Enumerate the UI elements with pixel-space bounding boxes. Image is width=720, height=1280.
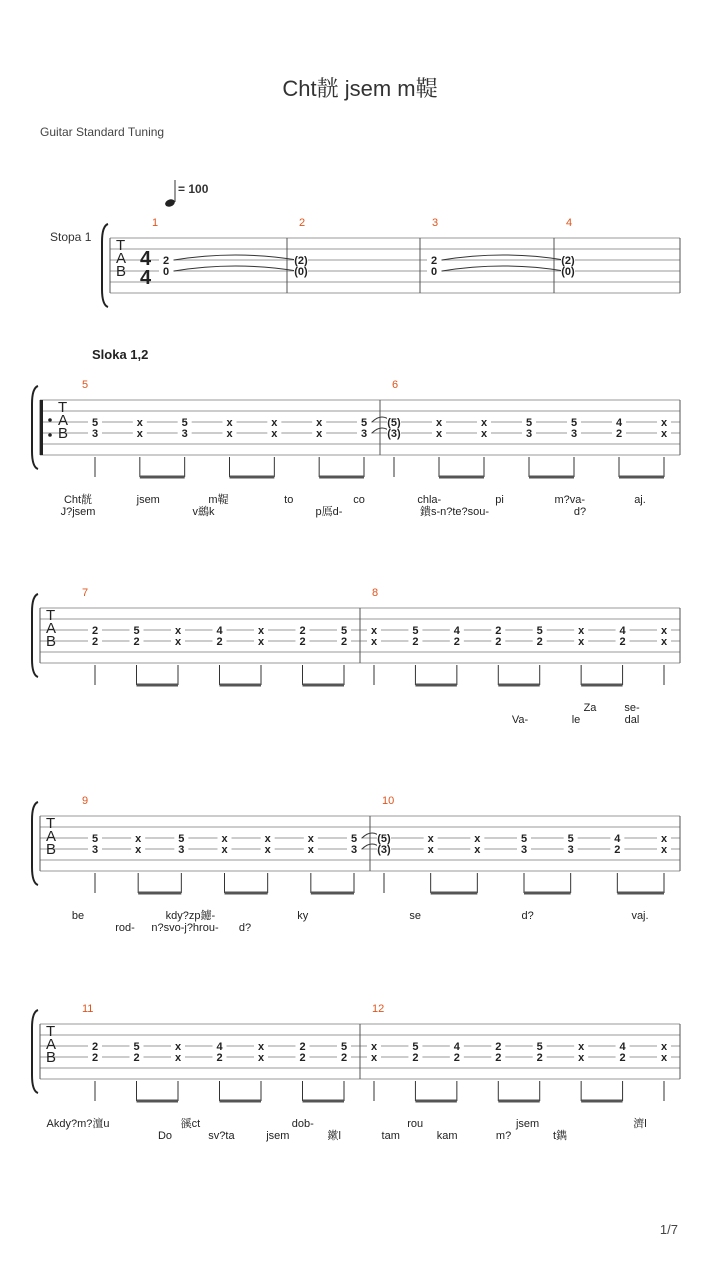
fret-number-top: 5 — [536, 625, 543, 637]
lyric-line-1: pi — [495, 494, 504, 506]
fret-number-bottom: 2 — [412, 1052, 419, 1064]
fret-number-top: 5 — [340, 625, 348, 637]
lyric-line-2: J?jsem — [60, 506, 96, 518]
measure-number: 5 — [82, 379, 89, 391]
fret-number-top: 2 — [495, 625, 502, 637]
measure-number: 10 — [382, 795, 395, 807]
lyric-line-2: 鏉l — [327, 1130, 342, 1142]
tuning-label: Guitar Standard Tuning — [40, 125, 165, 139]
score-title: Cht靗 jsem m鞮 — [282, 76, 438, 101]
lyric-line-2: v鷀k — [192, 506, 215, 518]
tab-letter: B — [46, 633, 57, 650]
lyric-line-2: Do — [157, 1130, 173, 1142]
fret-number-bottom: 3 — [178, 844, 185, 856]
fret-number-top: (2) — [561, 255, 575, 267]
lyric-line-2: rod- — [115, 922, 135, 934]
fret-number-bottom: 0 — [430, 266, 438, 278]
measure-number: 2 — [299, 217, 306, 229]
tie-arc — [174, 255, 297, 260]
fret-number-top: x — [435, 417, 443, 429]
fret-number-top: 5 — [91, 833, 99, 845]
fret-number-bottom: 2 — [340, 1052, 348, 1064]
fret-number-bottom: (0) — [561, 266, 575, 278]
system-brace — [32, 802, 38, 885]
lyric-line-1: 豀ct — [180, 1118, 201, 1130]
section-label: Sloka 1,2 — [92, 347, 149, 362]
fret-number-top: x — [226, 417, 233, 429]
system-brace — [32, 594, 38, 677]
lyric-line-1: jsem — [136, 494, 160, 506]
fret-number-bottom: 2 — [412, 636, 419, 648]
fret-number-top: (2) — [294, 255, 308, 267]
lyric-line-2: Va- — [511, 714, 529, 726]
page-number: 1/7 — [659, 1222, 678, 1237]
repeat-dot — [48, 418, 52, 422]
fret-number-bottom: 3 — [520, 844, 528, 856]
fret-number-top: x — [578, 625, 585, 637]
tab-letter: A — [116, 250, 127, 267]
fret-number-bottom: x — [264, 844, 271, 856]
lyric-line-2: tam — [381, 1130, 400, 1142]
lyric-line-2: jsem — [266, 1130, 290, 1142]
fret-number-top: x — [221, 833, 228, 845]
fret-number-top: 4 — [619, 1041, 626, 1053]
fret-number-bottom: 3 — [570, 428, 578, 440]
tab-letter: B — [116, 263, 127, 280]
fret-number-bottom: x — [316, 428, 323, 440]
fret-number-top: x — [307, 833, 314, 845]
lyric-line-1: aj. — [634, 494, 646, 506]
lyric-line-2: d? — [573, 506, 587, 518]
fret-number-bottom: 2 — [216, 636, 223, 648]
fret-number-top: 4 — [619, 625, 626, 637]
lyric-line-2: m? — [495, 1130, 512, 1142]
tab-letter: T — [46, 1023, 56, 1040]
fret-number-bottom: (3) — [387, 428, 401, 440]
tab-letter: A — [46, 1036, 57, 1053]
measure-number: 4 — [566, 217, 573, 229]
fret-number-bottom: 3 — [360, 428, 368, 440]
tab-letter: B — [58, 425, 69, 442]
fret-number-bottom: 3 — [567, 844, 574, 856]
fret-number-top: 4 — [614, 833, 621, 845]
fret-number-bottom: 2 — [91, 1052, 99, 1064]
fret-number-bottom: 2 — [536, 636, 543, 648]
fret-number-bottom: 2 — [495, 636, 502, 648]
fret-number-top: 5 — [340, 1041, 348, 1053]
fret-number-top: 4 — [453, 1041, 460, 1053]
fret-number-top: x — [136, 417, 143, 429]
fret-number-top: x — [660, 625, 668, 637]
fret-number-top: 5 — [133, 1041, 140, 1053]
fret-number-bottom: 2 — [536, 1052, 543, 1064]
fret-number-top: 5 — [525, 417, 533, 429]
measure-number: 3 — [432, 217, 439, 229]
lyric-line-1: Akdy?m?澶u — [46, 1118, 110, 1130]
lyric-line-1: ky — [297, 910, 309, 922]
fret-number-bottom: x — [221, 844, 228, 856]
repeat-dot — [48, 433, 52, 437]
fret-number-top: (5) — [387, 417, 401, 429]
measure-number: 9 — [82, 795, 89, 807]
tab-letter: A — [46, 620, 57, 637]
fret-number-bottom: 2 — [133, 1052, 140, 1064]
time-signature-numerator: 4 — [140, 248, 152, 270]
fret-number-top: x — [257, 625, 265, 637]
tab-letter: T — [46, 607, 56, 624]
tab-letter: B — [46, 1049, 57, 1066]
fret-number-top: 5 — [520, 833, 528, 845]
fret-number-top: x — [578, 1041, 585, 1053]
fret-number-top: 2 — [495, 1041, 502, 1053]
lyric-line-1: d? — [521, 910, 534, 922]
fret-number-top: 2 — [91, 625, 99, 637]
fret-number-bottom: x — [660, 844, 668, 856]
fret-number-bottom: (3) — [377, 844, 391, 856]
system-brace — [102, 224, 108, 307]
fret-number-top: 5 — [412, 1041, 419, 1053]
measure-number: 12 — [372, 1003, 385, 1015]
lyric-line-2: le — [571, 714, 581, 726]
lyric-line-1: kdy?zp鑢- — [165, 910, 216, 922]
fret-number-bottom: 3 — [91, 844, 99, 856]
fret-number-bottom: 2 — [453, 636, 460, 648]
fret-number-bottom: x — [257, 636, 265, 648]
fret-number-bottom: x — [435, 428, 443, 440]
fret-number-top: 5 — [133, 625, 140, 637]
fret-number-bottom: x — [271, 428, 278, 440]
fret-number-bottom: x — [427, 844, 434, 856]
fret-number-top: 5 — [412, 625, 419, 637]
lyric-line-1: chla- — [417, 494, 442, 506]
lyric-line-2: sv?ta — [208, 1130, 235, 1142]
lyric-line-1: 濟l — [633, 1118, 647, 1130]
fret-number-bottom: x — [578, 636, 585, 648]
fret-number-top: 5 — [350, 833, 358, 845]
system-brace — [32, 386, 38, 469]
fret-number-bottom: 2 — [615, 428, 623, 440]
tempo-marking: = 100 — [178, 182, 209, 196]
fret-number-top: 4 — [216, 1041, 223, 1053]
tie-arc — [442, 266, 564, 271]
fret-number-bottom: x — [660, 1052, 668, 1064]
fret-number-top: x — [660, 417, 668, 429]
fret-number-bottom: 3 — [350, 844, 358, 856]
fret-number-bottom: 2 — [619, 1052, 626, 1064]
fret-number-bottom: 3 — [525, 428, 533, 440]
fret-number-bottom: 2 — [614, 844, 621, 856]
tab-letter: A — [58, 412, 69, 429]
fret-number-bottom: x — [480, 428, 488, 440]
fret-number-bottom: x — [474, 844, 481, 856]
tab-letter: A — [46, 828, 57, 845]
measure-number: 8 — [372, 587, 379, 599]
system-brace — [32, 1010, 38, 1093]
lyric-line-1: Cht靗 — [63, 494, 93, 506]
fret-number-bottom: 3 — [91, 428, 99, 440]
fret-number-top: x — [370, 625, 378, 637]
lyric-line-1: m?va- — [554, 494, 586, 506]
fret-number-bottom: 2 — [299, 636, 306, 648]
fret-number-top: 2 — [299, 625, 306, 637]
fret-number-bottom: 3 — [181, 428, 188, 440]
fret-number-bottom: x — [370, 1052, 378, 1064]
fret-number-top: x — [271, 417, 278, 429]
fret-number-top: x — [660, 833, 668, 845]
fret-number-top: 5 — [567, 833, 574, 845]
fret-number-bottom: (0) — [294, 266, 308, 278]
tab-letter: T — [46, 815, 56, 832]
fret-number-bottom: x — [257, 1052, 265, 1064]
fret-number-top: 5 — [181, 417, 188, 429]
fret-number-top: (5) — [377, 833, 391, 845]
fret-number-bottom: 2 — [340, 636, 348, 648]
fret-number-top: 2 — [162, 255, 170, 267]
lyric-line-1: co — [353, 494, 365, 506]
fret-number-bottom: x — [307, 844, 314, 856]
lyric-line-1: se — [409, 910, 422, 922]
fret-number-top: 2 — [91, 1041, 99, 1053]
tie-arc — [442, 255, 564, 260]
fret-number-top: 2 — [299, 1041, 306, 1053]
fret-number-top: x — [474, 833, 481, 845]
fret-number-bottom: 2 — [91, 636, 99, 648]
fret-number-top: x — [174, 625, 182, 637]
lyric-line-2: t鐫 — [552, 1130, 568, 1142]
fret-number-top: x — [174, 1041, 182, 1053]
lyric-line-2: n?svo-j?hrou- — [151, 922, 219, 934]
fret-number-top: x — [257, 1041, 265, 1053]
lyric-line-1: m鞮 — [208, 494, 229, 506]
lyric-line-2: kam — [436, 1130, 458, 1142]
track-label: Stopa 1 — [50, 230, 92, 244]
fret-number-bottom: x — [578, 1052, 585, 1064]
fret-number-top: x — [264, 833, 271, 845]
fret-number-bottom: x — [370, 636, 378, 648]
repeat-thick-bar — [40, 400, 43, 455]
fret-number-bottom: 0 — [162, 266, 170, 278]
fret-number-bottom: 2 — [133, 636, 140, 648]
fret-number-top: 4 — [453, 625, 460, 637]
fret-number-bottom: x — [660, 636, 668, 648]
lyric-line-1: be — [71, 910, 85, 922]
lyric-line-2: p鳫d- — [315, 506, 343, 518]
fret-number-top: x — [135, 833, 142, 845]
fret-number-top: 4 — [216, 625, 223, 637]
lyric-line-2: dal — [624, 714, 640, 726]
fret-number-top: 5 — [91, 417, 99, 429]
measure-number: 7 — [82, 587, 89, 599]
fret-number-top: 2 — [430, 255, 438, 267]
lyric-line-1: se- — [624, 702, 640, 714]
fret-number-bottom: x — [136, 428, 143, 440]
fret-number-bottom: x — [174, 636, 182, 648]
lyric-line-1: rou — [407, 1118, 424, 1130]
fret-number-top: 5 — [360, 417, 368, 429]
fret-number-top: x — [660, 1041, 668, 1053]
fret-number-top: 5 — [536, 1041, 543, 1053]
lyric-line-1: vaj. — [631, 910, 649, 922]
tab-letter: T — [116, 237, 126, 254]
fret-number-bottom: x — [226, 428, 233, 440]
measure-number: 1 — [152, 217, 159, 229]
fret-number-top: 5 — [570, 417, 578, 429]
lyric-line-2: d? — [238, 922, 252, 934]
fret-number-bottom: 2 — [453, 1052, 460, 1064]
lyric-line-2: 鐀s-n?te?sou- — [419, 506, 490, 518]
fret-number-top: x — [480, 417, 488, 429]
fret-number-top: x — [370, 1041, 378, 1053]
fret-number-bottom: 2 — [619, 636, 626, 648]
fret-number-top: 4 — [615, 417, 623, 429]
fret-number-bottom: x — [660, 428, 668, 440]
fret-number-top: 5 — [178, 833, 185, 845]
fret-number-bottom: x — [174, 1052, 182, 1064]
fret-number-bottom: 2 — [495, 1052, 502, 1064]
tab-letter: B — [46, 841, 57, 858]
tempo-note-icon — [164, 198, 176, 208]
lyric-line-1: Za — [583, 702, 597, 714]
tab-letter: T — [58, 399, 68, 416]
tie-arc — [174, 266, 297, 271]
lyric-line-1: dob- — [291, 1118, 314, 1130]
fret-number-top: x — [316, 417, 323, 429]
fret-number-bottom: x — [135, 844, 142, 856]
measure-number: 6 — [392, 379, 399, 391]
time-signature-denominator: 4 — [140, 267, 152, 289]
lyric-line-1: jsem — [515, 1118, 540, 1130]
lyric-line-1: to — [284, 494, 294, 506]
fret-number-bottom: 2 — [299, 1052, 306, 1064]
fret-number-bottom: 2 — [216, 1052, 223, 1064]
fret-number-top: x — [427, 833, 434, 845]
measure-number: 11 — [82, 1003, 94, 1015]
